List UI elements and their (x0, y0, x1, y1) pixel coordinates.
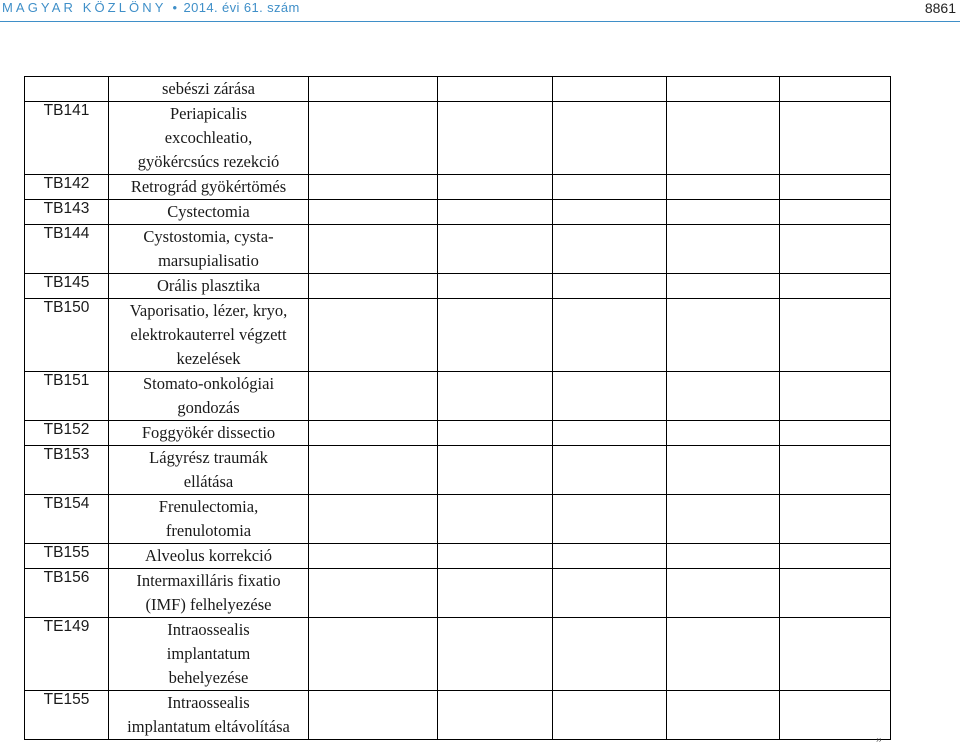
empty-cell (309, 274, 438, 299)
empty-cell (553, 691, 667, 740)
procedure-name-line: Intraossealis (167, 693, 250, 712)
procedure-code: TB145 (25, 274, 109, 299)
table-row (25, 618, 891, 691)
empty-cell (667, 569, 780, 618)
empty-cell (667, 102, 780, 175)
empty-cell (780, 618, 891, 691)
empty-cell (309, 372, 438, 421)
table-row (25, 446, 891, 495)
procedure-name (109, 77, 309, 102)
empty-cell (438, 274, 553, 299)
table-row (25, 495, 891, 544)
page-header (0, 0, 960, 22)
empty-cell (667, 225, 780, 274)
empty-cell (667, 175, 780, 200)
table-row (25, 372, 891, 421)
separator-dot: • (172, 0, 178, 15)
empty-cell (438, 77, 553, 102)
empty-cell (309, 421, 438, 446)
procedure-name-line: Cystostomia, cysta- (143, 227, 274, 246)
procedure-name (109, 372, 309, 421)
empty-cell (438, 175, 553, 200)
procedure-name-line: Intermaxilláris fixatio (136, 571, 281, 590)
procedure-name-line: sebészi zárása (162, 79, 255, 98)
empty-cell (309, 691, 438, 740)
procedure-name-line: Lágyrész traumák (149, 448, 268, 467)
procedure-code: TB142 (25, 175, 109, 200)
empty-cell (780, 569, 891, 618)
empty-cell (553, 102, 667, 175)
empty-cell (309, 569, 438, 618)
procedure-name-line: ellátása (183, 472, 234, 491)
empty-cell (309, 446, 438, 495)
empty-cell (438, 372, 553, 421)
procedure-name-line: kezelések (176, 349, 241, 368)
empty-cell (553, 274, 667, 299)
empty-cell (438, 225, 553, 274)
procedure-name (109, 175, 309, 200)
procedure-name-line: elektrokauterrel végzett (130, 325, 287, 344)
empty-cell (309, 175, 438, 200)
empty-cell (553, 77, 667, 102)
procedure-name (109, 102, 309, 175)
empty-cell (780, 102, 891, 175)
empty-cell (667, 544, 780, 569)
procedure-name-line: Orális plasztika (156, 276, 261, 295)
empty-cell (438, 299, 553, 372)
empty-cell (780, 200, 891, 225)
empty-cell (309, 102, 438, 175)
empty-cell (309, 495, 438, 544)
empty-cell (553, 421, 667, 446)
empty-cell (667, 77, 780, 102)
running-head (2, 0, 300, 15)
empty-cell (553, 569, 667, 618)
empty-cell (309, 77, 438, 102)
procedure-name (109, 200, 309, 225)
empty-cell (553, 446, 667, 495)
procedure-code: TB152 (25, 421, 109, 446)
procedure-code (25, 77, 109, 102)
empty-cell (667, 372, 780, 421)
page-number: 8861 (924, 0, 956, 16)
empty-cell (438, 495, 553, 544)
procedure-name (109, 495, 309, 544)
procedure-code: TB155 (25, 544, 109, 569)
empty-cell (667, 200, 780, 225)
empty-cell (553, 175, 667, 200)
issue-label: 2014. évi 61. szám (183, 0, 300, 15)
table-row (25, 77, 891, 102)
procedure-name (109, 691, 309, 740)
empty-cell (780, 274, 891, 299)
procedure-name-line: gyökércsúcs rezekció (137, 152, 280, 171)
procedure-code: TB141 (25, 102, 109, 175)
empty-cell (780, 77, 891, 102)
procedure-code: TB153 (25, 446, 109, 495)
table-row (25, 299, 891, 372)
empty-cell (667, 421, 780, 446)
procedure-name (109, 421, 309, 446)
table-row (25, 200, 891, 225)
empty-cell (309, 544, 438, 569)
procedure-name-line: Stomato-onkológiai (142, 374, 275, 393)
procedure-name (109, 274, 309, 299)
empty-cell (553, 225, 667, 274)
empty-cell (553, 372, 667, 421)
procedure-name (109, 569, 309, 618)
procedure-name (109, 225, 309, 274)
table-row (25, 274, 891, 299)
empty-cell (780, 175, 891, 200)
procedure-name-line: implantatum eltávolítása (127, 717, 290, 736)
procedure-name (109, 544, 309, 569)
table-row (25, 175, 891, 200)
procedure-name-line: Intraossealis (167, 620, 250, 639)
empty-cell (438, 544, 553, 569)
empty-cell (309, 299, 438, 372)
empty-cell (309, 200, 438, 225)
procedure-table (24, 76, 891, 740)
empty-cell (553, 200, 667, 225)
table-row (25, 421, 891, 446)
procedure-name-line: Foggyökér dissectio (141, 423, 276, 442)
empty-cell (667, 446, 780, 495)
procedure-name-line: Cystectomia (167, 202, 250, 221)
empty-cell (667, 691, 780, 740)
procedure-name-line: marsupialisatio (158, 251, 259, 270)
procedure-code: TB154 (25, 495, 109, 544)
empty-cell (780, 544, 891, 569)
empty-cell (438, 421, 553, 446)
procedure-name-line: Vaporisatio, lézer, kryo, (129, 301, 288, 320)
procedure-code: TB150 (25, 299, 109, 372)
table-row (25, 691, 891, 740)
empty-cell (780, 421, 891, 446)
procedure-name-line: (IMF) felhelyezése (145, 595, 272, 614)
procedure-name-line: Alveolus korrekció (145, 546, 272, 565)
empty-cell (780, 225, 891, 274)
empty-cell (309, 618, 438, 691)
table-row (25, 569, 891, 618)
procedure-name-line: excochleatio, (164, 128, 253, 147)
closing-quote: „ (876, 728, 882, 743)
procedure-code: TB144 (25, 225, 109, 274)
procedure-code: TE149 (25, 618, 109, 691)
procedure-name (109, 299, 309, 372)
empty-cell (438, 200, 553, 225)
empty-cell (780, 372, 891, 421)
empty-cell (780, 299, 891, 372)
empty-cell (780, 446, 891, 495)
empty-cell (438, 618, 553, 691)
procedure-name-line: gondozás (177, 398, 240, 417)
table-row (25, 225, 891, 274)
table-row (25, 544, 891, 569)
empty-cell (553, 299, 667, 372)
procedure-name-line: behelyezése (168, 668, 249, 687)
procedure-name-line: Periapicalis (170, 104, 247, 123)
empty-cell (553, 544, 667, 569)
procedure-code: TB143 (25, 200, 109, 225)
empty-cell (667, 299, 780, 372)
empty-cell (438, 102, 553, 175)
procedure-name (109, 446, 309, 495)
empty-cell (667, 495, 780, 544)
procedure-name-line: implantatum (166, 644, 251, 663)
empty-cell (553, 618, 667, 691)
empty-cell (667, 274, 780, 299)
empty-cell (780, 691, 891, 740)
empty-cell (438, 569, 553, 618)
empty-cell (438, 691, 553, 740)
empty-cell (780, 495, 891, 544)
procedure-code: TE155 (25, 691, 109, 740)
publication-title: MAGYAR KÖZLÖNY (2, 0, 167, 15)
empty-cell (309, 225, 438, 274)
table-row (25, 102, 891, 175)
empty-cell (553, 495, 667, 544)
procedure-name-line: Retrográd gyökértömés (130, 177, 287, 196)
procedure-name-line: Frenulectomia, (158, 497, 259, 516)
empty-cell (438, 446, 553, 495)
procedure-code: TB156 (25, 569, 109, 618)
header-rule (0, 21, 960, 22)
procedure-name-line: frenulotomia (165, 521, 252, 540)
empty-cell (667, 618, 780, 691)
procedure-code: TB151 (25, 372, 109, 421)
procedure-name (109, 618, 309, 691)
